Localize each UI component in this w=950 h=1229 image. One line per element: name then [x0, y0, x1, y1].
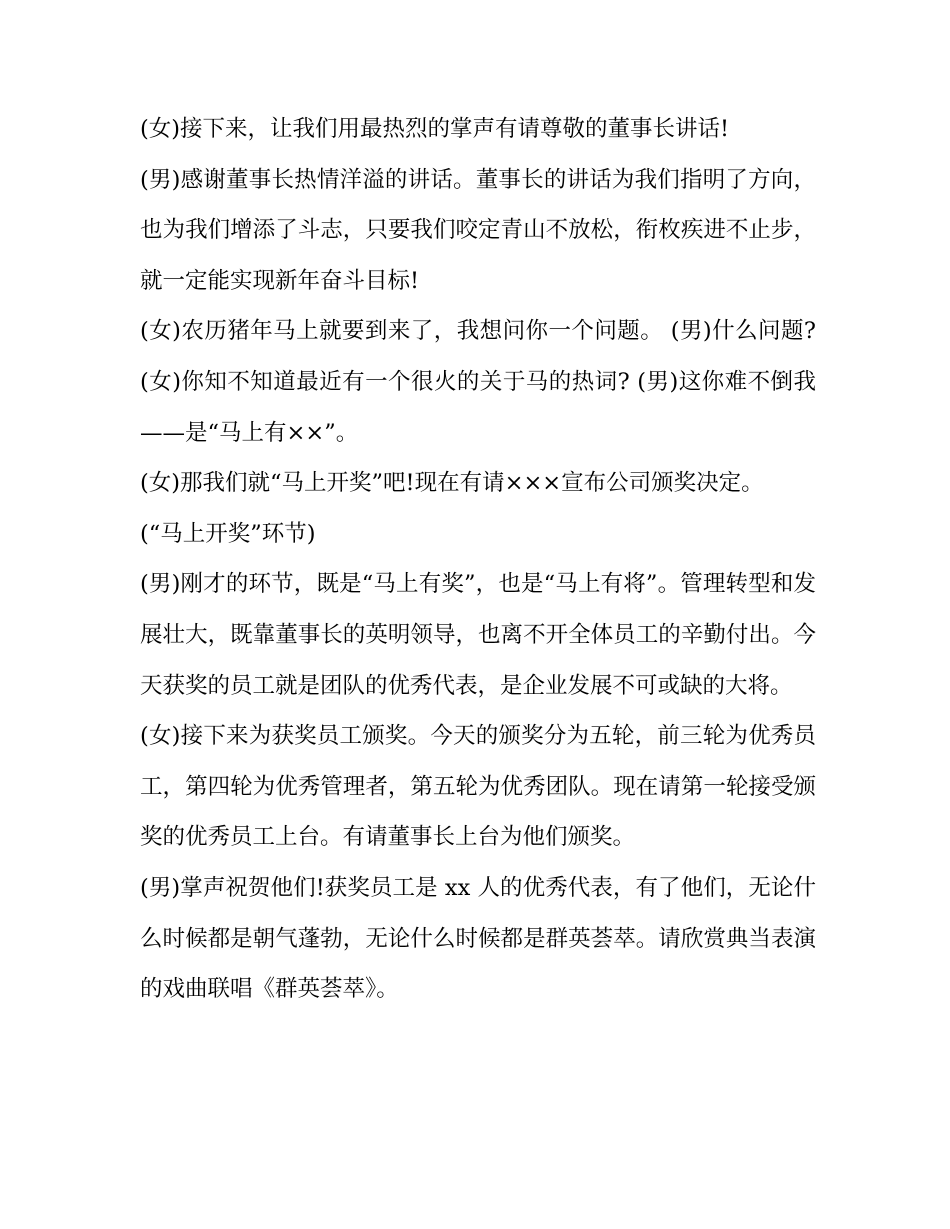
paragraph-6: (男)刚才的环节，既是“马上有奖”，也是“马上有将”。管理转型和发展壮大，既靠董事长的英明领导，也离不开全体员工的辛勤付出。今天获奖的员工就是团队的优秀代表，是企业发展不可或缺的大将。 — [140, 571, 816, 699]
paragraph-3: (女)农历猪年马上就要到来了，我想问你一个问题。 (男)什么问题? (女)你知不知道最近有一个很火的关于马的热词? (男)这你难不倒我——是“马上有××”。 — [140, 318, 816, 446]
paragraph-5: (“马上开奖”环节) — [140, 520, 316, 547]
paragraph-7: (女)接下来为获奖员工颁奖。今天的颁奖分为五轮，前三轮为优秀员工，第四轮为优秀管理者，第五轮为优秀团队。现在请第一轮接受颁奖的优秀员工上台。有请董事长上台为他们颁奖。 — [140, 723, 816, 851]
paragraph-2: (男)感谢董事长热情洋溢的讲话。董事长的讲话为我们指明了方向，也为我们增添了斗志，只要我们咬定青山不放松，衔枚疾进不止步，就一定能实现新年奋斗目标! — [140, 166, 816, 294]
document-body — [140, 104, 816, 1015]
paragraph-8: (男)掌声祝贺他们!获奖员工是 xx 人的优秀代表，有了他们，无论什么时候都是朝气蓬勃，无论什么时候都是群英荟萃。请欣赏典当表演的戏曲联唱《群英荟萃》。 — [140, 874, 816, 1003]
paragraph-1: (女)接下来，让我们用最热烈的掌声有请尊敬的董事长讲话! — [140, 116, 730, 142]
paragraph-4: (女)那我们就“马上开奖”吧!现在有请×××宣布公司颁奖决定。 — [140, 470, 764, 497]
